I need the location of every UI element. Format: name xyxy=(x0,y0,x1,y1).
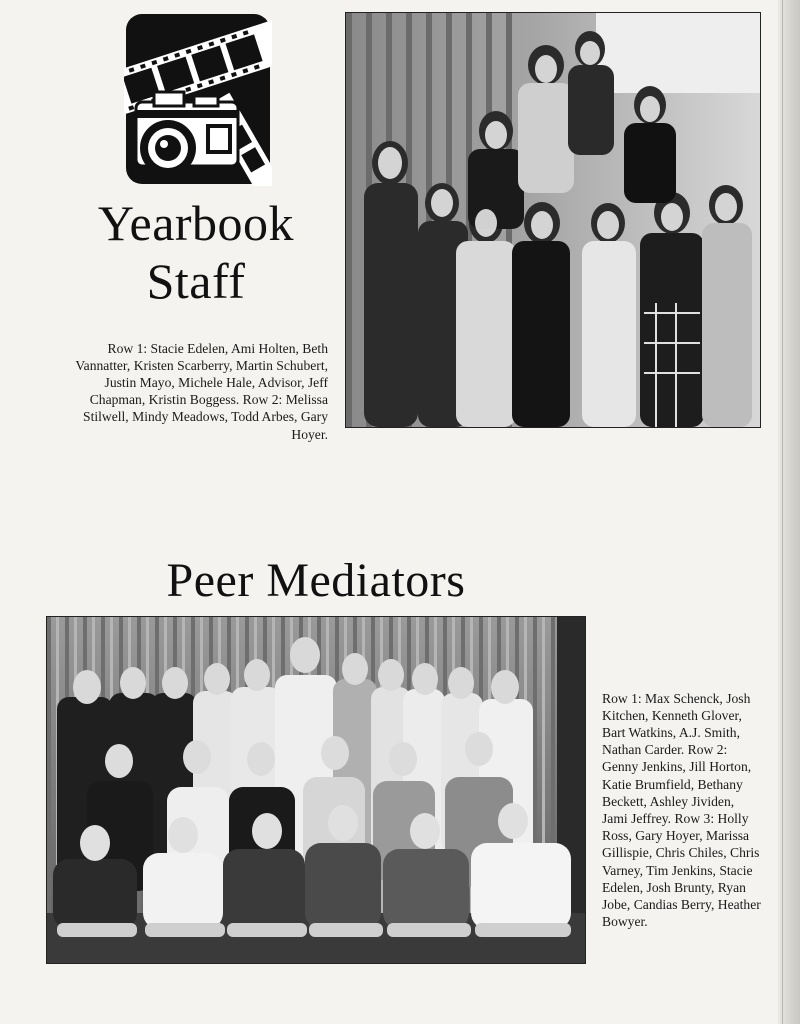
camera-filmstrip-icon xyxy=(124,12,272,186)
peer-mediators-photo xyxy=(46,616,586,964)
yearbook-staff-photo xyxy=(345,12,761,428)
yearbook-title-line1: Yearbook xyxy=(97,195,295,251)
page-binding-edge xyxy=(778,0,800,1024)
yearbook-title-line2: Staff xyxy=(146,253,246,309)
yearbook-staff-caption: Row 1: Stacie Edelen, Ami Holten, Beth Vannatter, Kristen Scarberry, Martin Schubert, Justin Mayo, Michele Hale, Advisor, Jeff Chapman, Kristin Boggess. Row 2: Melissa Stilwell, Mindy Meadows, Todd Arbes, Gary Hoyer. xyxy=(75,340,328,442)
peer-mediators-caption: Row 1: Max Schenck, Josh Kitchen, Kenneth Glover, Bart Watkins, A.J. Smith, Nathan Carder. Row 2: Genny Jenkins, Jill Horton, Katie Brumfield, Bethany Beckett, Ashley Jividen, Jami Jeffrey. Row 3: Holly Ross, Gary Hoyer, Marissa Gillispie, Chris Chiles, Chris Varney, Tim Jenkins, Stacie Edelen, Josh Brunty, Ryan Jobe, Candias Berry, Heather Bowyer. xyxy=(602,690,761,930)
peer-mediators-title: Peer Mediators xyxy=(166,554,466,607)
yearbook-staff-title xyxy=(60,194,332,310)
